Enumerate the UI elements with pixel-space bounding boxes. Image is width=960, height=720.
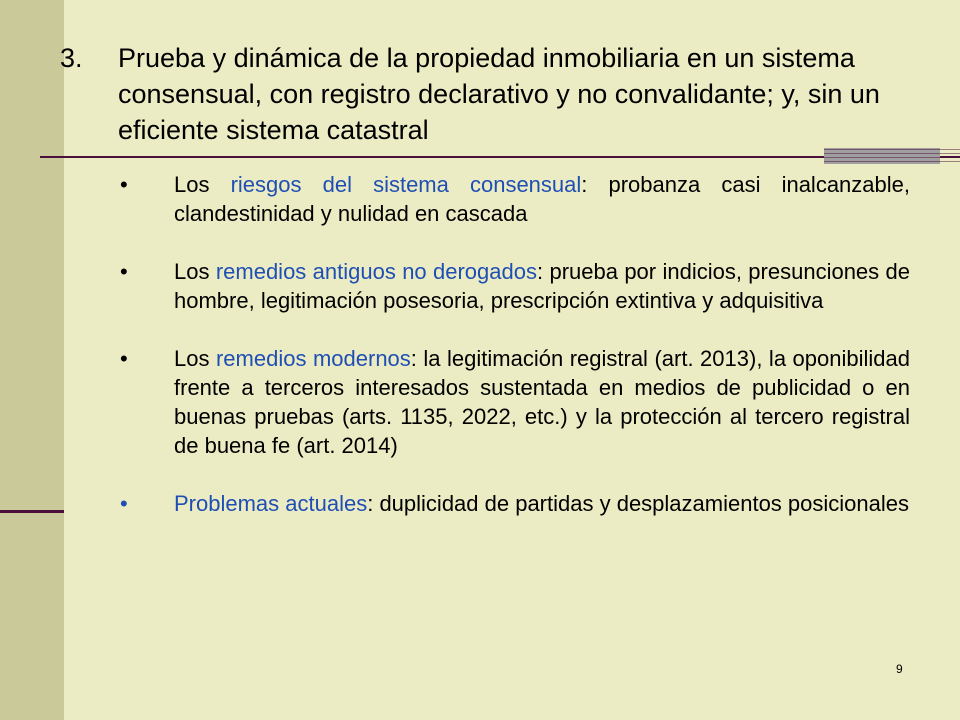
bullet-post: : la legitimación registral (art. 2013), la oponibilidad frente a terceros interesados sustentada en medios de publicidad o en buenas pruebas (arts. 1135, 2022, etc.) y la protección al tercero registral de buena fe (art. 2014) (174, 346, 910, 458)
bullet-marker: • (120, 259, 128, 284)
bullet-post: : duplicidad de partidas y desplazamientos posicionales (367, 491, 909, 516)
bullet-marker: • (120, 172, 128, 197)
bullet-item (120, 170, 910, 228)
bullet-marker: • (120, 491, 128, 516)
slide-title (60, 40, 920, 148)
bullet-text (174, 170, 910, 228)
page-number: 9 (896, 662, 903, 676)
bullet-item (120, 257, 910, 315)
title-underline (40, 156, 960, 158)
bullet-post: : prueba por indicios, presunciones de hombre, legitimación posesoria, prescripción extintiva y adquisitiva (174, 259, 910, 313)
bullet-post: : probanza casi inalcanzable, clandestinidad y nulidad en cascada (174, 172, 910, 226)
bullet-item (120, 489, 910, 518)
bullet-text (174, 489, 910, 518)
bullet-highlight: remedios modernos (215, 346, 411, 371)
bullet-marker: • (120, 346, 128, 371)
side-rule (0, 510, 64, 513)
bullet-highlight: Problemas actuales (174, 491, 368, 516)
bullet-pre: Los (174, 172, 231, 197)
accent-lines (824, 149, 960, 163)
side-band (0, 0, 64, 720)
bullet-pre: Los (174, 259, 216, 284)
bullet-list (120, 170, 910, 547)
bullet-text (174, 257, 910, 315)
bullet-highlight: remedios antiguos no derogados (215, 259, 537, 284)
bullet-pre: Los (174, 346, 216, 371)
bullet-text (174, 344, 910, 460)
title-text: Prueba y dinámica de la propiedad inmobiliaria en un sistema consensual, con registro declarativo y no convalidante; y, sin un eficiente sistema catastral (118, 43, 880, 145)
bullet-item (120, 344, 910, 460)
title-number: 3. (60, 43, 83, 73)
bullet-highlight: riesgos del sistema consensual (230, 172, 582, 197)
